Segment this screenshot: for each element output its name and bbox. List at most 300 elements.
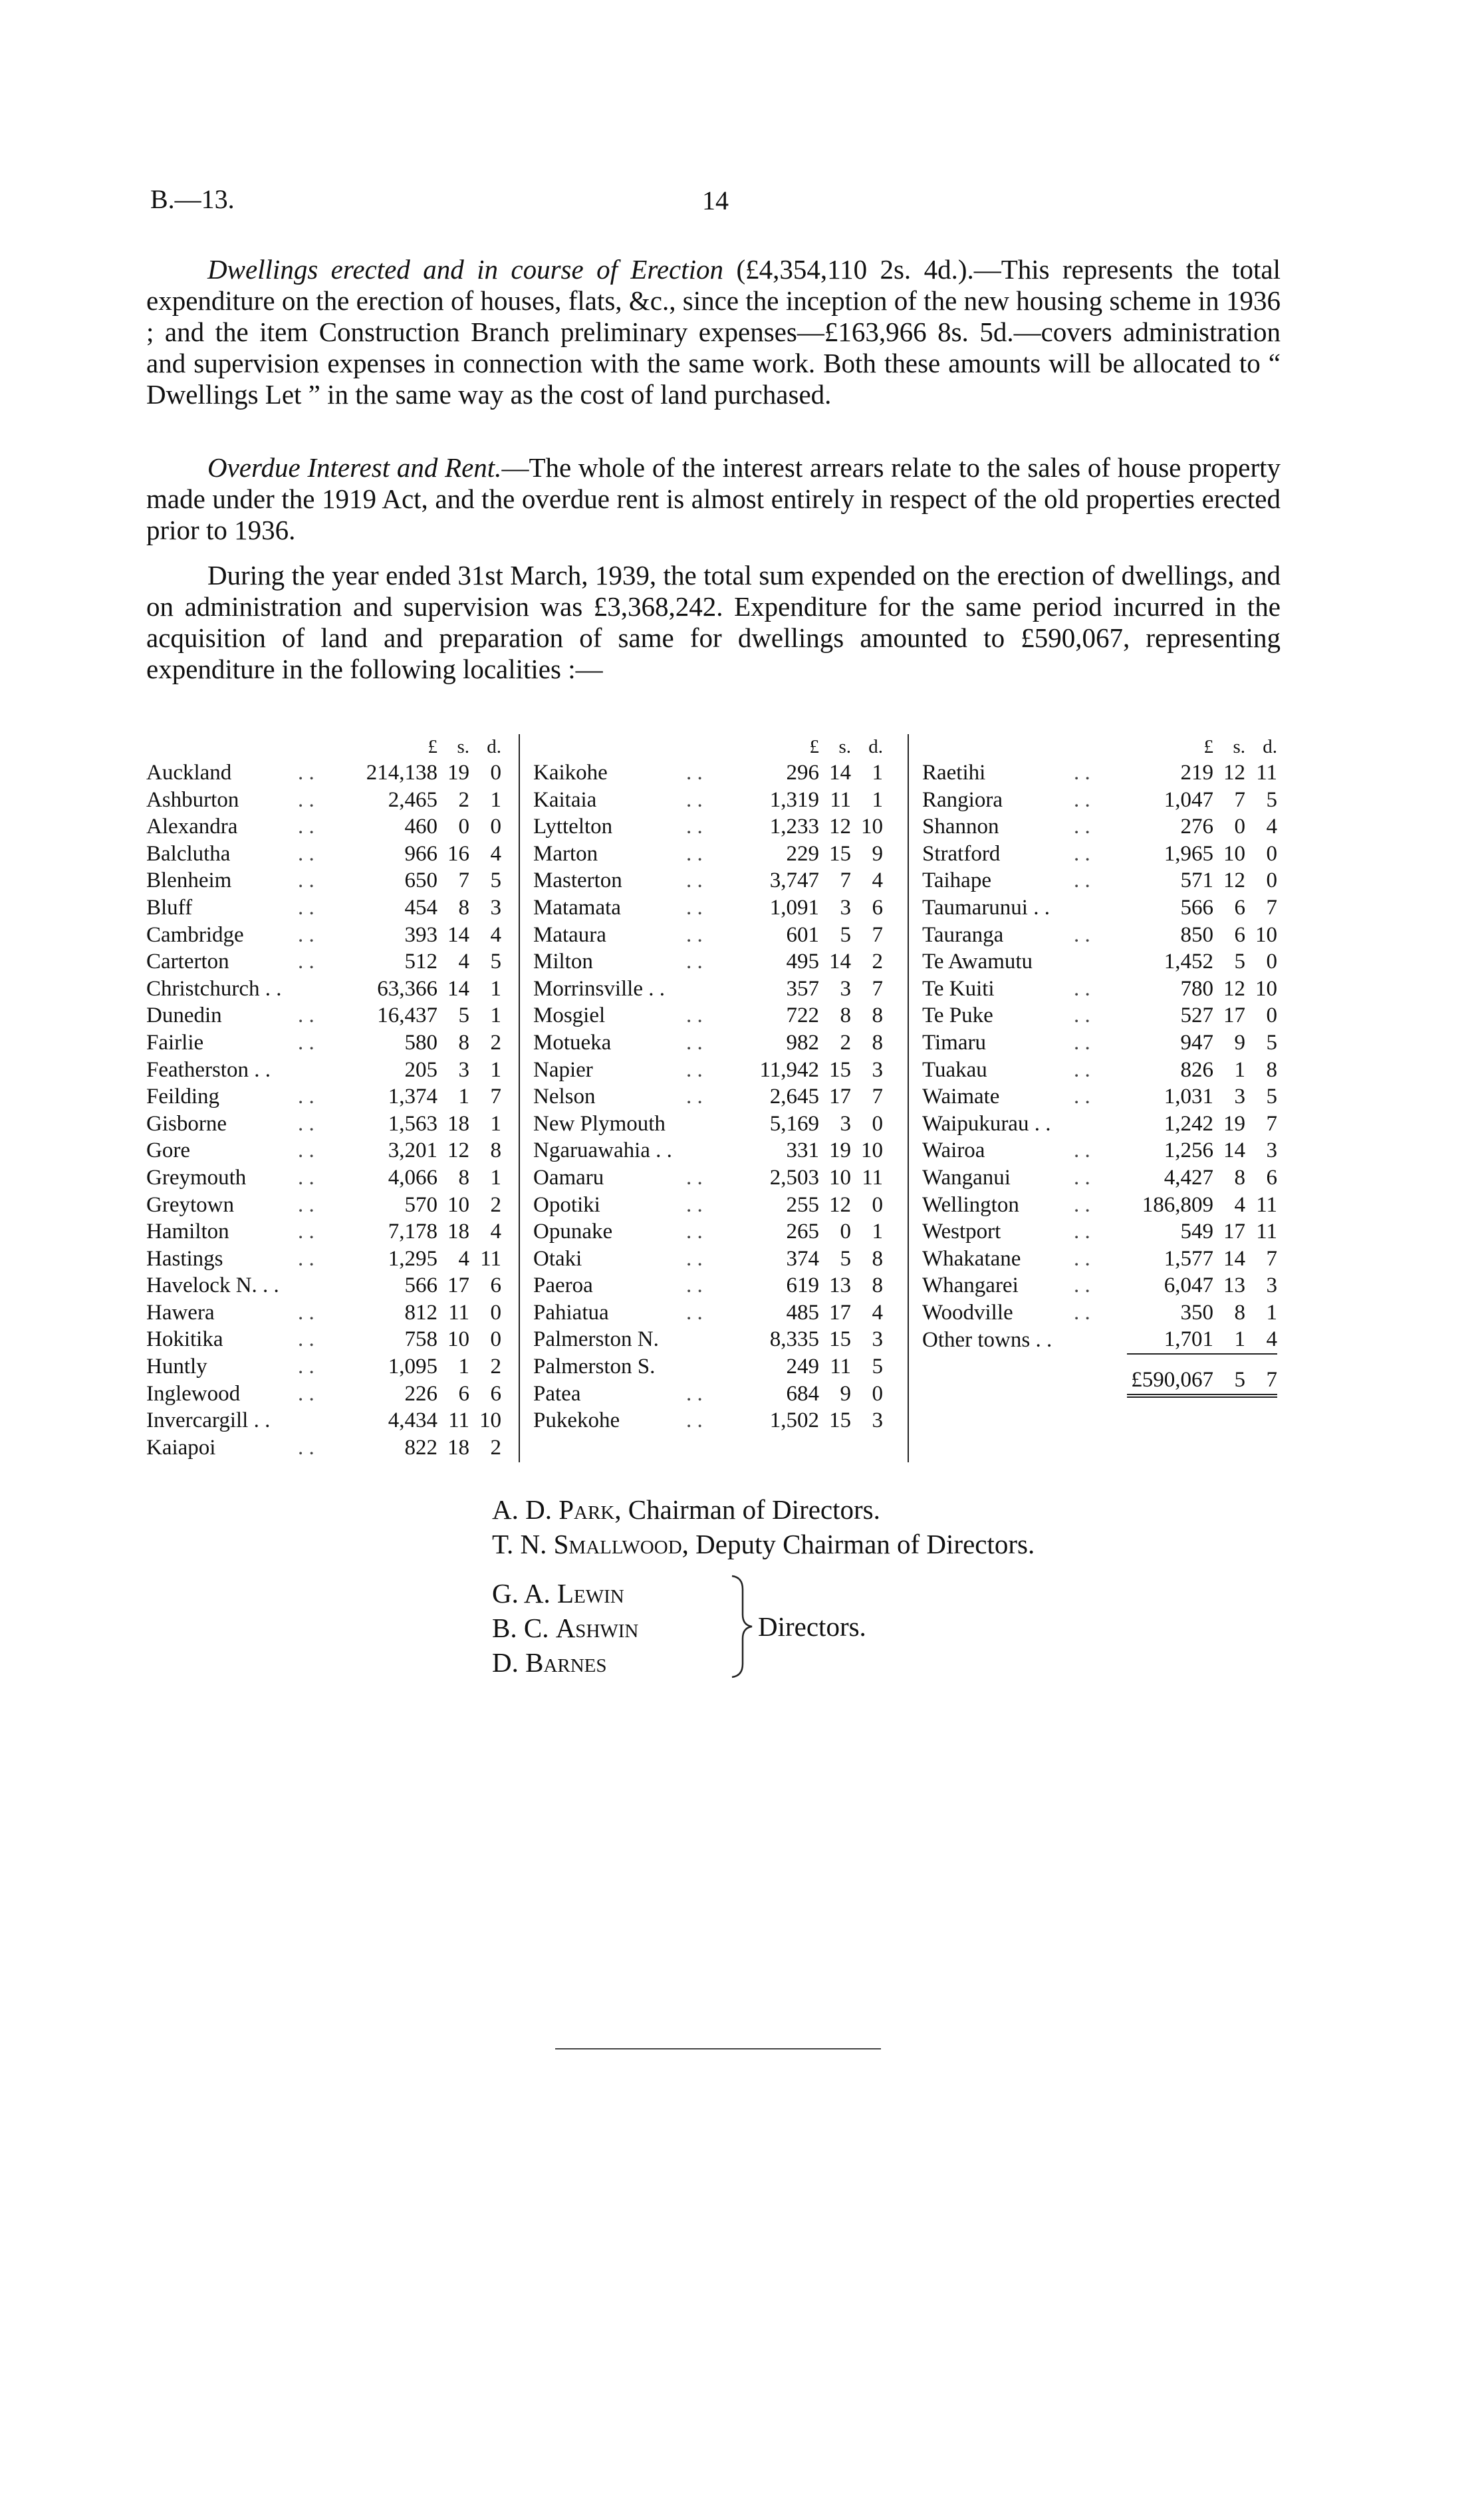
locality-name: Mosgiel bbox=[533, 1003, 606, 1028]
leader-dots bbox=[1074, 1111, 1127, 1138]
director-initials: B. C. bbox=[492, 1613, 549, 1643]
locality-name: Hastings bbox=[146, 1246, 223, 1271]
table-row bbox=[922, 948, 1277, 976]
amount-shillings: 13 bbox=[1223, 1273, 1245, 1298]
locality-name: Wanganui bbox=[922, 1165, 1011, 1190]
header-pence: d. bbox=[487, 736, 501, 757]
amount-pounds: 1,095 bbox=[388, 1355, 437, 1379]
amount-pence: 5 bbox=[490, 868, 501, 893]
leader-dots: . . bbox=[298, 1030, 314, 1055]
amount-shillings: 15 bbox=[829, 841, 851, 866]
amount-shillings: 5 bbox=[1234, 950, 1245, 974]
amount-pounds: 255 bbox=[786, 1192, 819, 1217]
leader-dots: . . bbox=[686, 922, 703, 947]
amount-pence: 6 bbox=[490, 1273, 501, 1298]
leader-dots: . . bbox=[686, 1246, 703, 1271]
amount-pence: 7 bbox=[490, 1085, 501, 1109]
locality-name: Ngaruawahia . . bbox=[533, 1138, 672, 1163]
paragraph-lead: Dwellings erected and in course of Erection bbox=[207, 254, 724, 285]
amount-pence: 1 bbox=[490, 1057, 501, 1082]
amount-pence: 11 bbox=[480, 1246, 501, 1271]
amount-pence: 11 bbox=[1256, 1220, 1277, 1244]
table-row bbox=[146, 1326, 501, 1353]
amount-pounds: 619 bbox=[786, 1273, 819, 1298]
table-row bbox=[922, 1218, 1277, 1246]
amount-pence: 1 bbox=[490, 1111, 501, 1136]
table-row bbox=[922, 1246, 1277, 1273]
leader-dots bbox=[686, 976, 733, 1003]
leader-dots: . . bbox=[1074, 1165, 1090, 1190]
amount-pounds: 2,465 bbox=[388, 787, 437, 812]
leader-dots: . . bbox=[686, 841, 703, 866]
amount-pence: 4 bbox=[490, 922, 501, 947]
leader-dots bbox=[686, 1326, 733, 1353]
chairman-signature bbox=[492, 1493, 880, 1526]
amount-shillings: 12 bbox=[829, 815, 851, 839]
amount-shillings: 8 bbox=[458, 1030, 469, 1055]
total-pounds: £590,067 bbox=[1127, 1354, 1213, 1396]
amount-pounds: 1,031 bbox=[1164, 1085, 1213, 1109]
locality-name: Hawera bbox=[146, 1300, 215, 1325]
table-row bbox=[146, 894, 501, 922]
amount-shillings: 8 bbox=[1234, 1165, 1245, 1190]
leader-dots: . . bbox=[686, 1057, 703, 1082]
amount-pence: 3 bbox=[872, 1057, 883, 1082]
amount-shillings: 14 bbox=[1223, 1138, 1245, 1163]
amount-pence: 10 bbox=[861, 815, 883, 839]
locality-name: Fairlie bbox=[146, 1030, 204, 1055]
locality-name: Pahiatua bbox=[533, 1300, 609, 1325]
amount-pence: 10 bbox=[1255, 922, 1277, 947]
amount-pence: 3 bbox=[872, 1327, 883, 1352]
locality-name: Palmerston N. bbox=[533, 1327, 659, 1352]
table-row bbox=[533, 1272, 883, 1299]
amount-pounds: 331 bbox=[786, 1138, 819, 1163]
amount-pence: 6 bbox=[1266, 1165, 1277, 1190]
amount-shillings: 6 bbox=[458, 1381, 469, 1406]
leader-dots: . . bbox=[298, 1300, 314, 1325]
paragraph-dwellings bbox=[146, 254, 1281, 410]
locality-name: Otaki bbox=[533, 1246, 582, 1271]
amount-shillings: 12 bbox=[829, 1192, 851, 1217]
amount-shillings: 19 bbox=[1223, 1111, 1245, 1136]
leader-dots bbox=[1074, 1326, 1127, 1354]
locality-name: Huntly bbox=[146, 1355, 207, 1379]
leader-dots: . . bbox=[686, 787, 703, 812]
amount-pence: 7 bbox=[1266, 895, 1277, 920]
amount-pence: 3 bbox=[1266, 1273, 1277, 1298]
table-row bbox=[533, 1083, 883, 1111]
amount-shillings: 10 bbox=[447, 1192, 469, 1217]
leader-dots: . . bbox=[1074, 1246, 1090, 1271]
amount-shillings: 1 bbox=[1234, 1327, 1245, 1352]
locality-name: Gore bbox=[146, 1138, 190, 1163]
amount-pounds: 229 bbox=[786, 841, 819, 866]
table-row bbox=[533, 1326, 883, 1353]
leader-dots: . . bbox=[1074, 841, 1090, 866]
amount-pence: 2 bbox=[872, 950, 883, 974]
table-row bbox=[922, 787, 1277, 814]
header-pound: £ bbox=[809, 736, 819, 757]
amount-pence: 10 bbox=[861, 1138, 883, 1163]
amount-pence: 5 bbox=[1266, 1030, 1277, 1055]
amount-pounds: 214,138 bbox=[366, 761, 437, 785]
leader-dots: . . bbox=[686, 1408, 703, 1433]
amount-shillings: 17 bbox=[447, 1273, 469, 1298]
amount-shillings: 7 bbox=[840, 868, 851, 893]
locality-name: Wellington bbox=[922, 1192, 1019, 1217]
leader-dots: . . bbox=[686, 1300, 703, 1325]
director-initials: G. A. bbox=[492, 1578, 551, 1609]
table-row bbox=[922, 1326, 1277, 1354]
table-row bbox=[146, 1083, 501, 1111]
table-row bbox=[146, 813, 501, 841]
leader-dots: . . bbox=[686, 950, 703, 974]
amount-pounds: 186,809 bbox=[1142, 1192, 1213, 1217]
amount-pence: 7 bbox=[872, 922, 883, 947]
amount-pence: 5 bbox=[490, 950, 501, 974]
table-row bbox=[533, 1111, 883, 1138]
chairman-name: Park bbox=[558, 1494, 615, 1525]
amount-pounds: 1,233 bbox=[769, 815, 819, 839]
locality-name: Opunake bbox=[533, 1220, 613, 1244]
amount-shillings: 11 bbox=[448, 1408, 469, 1433]
amount-pence: 4 bbox=[872, 1300, 883, 1325]
amount-shillings: 3 bbox=[840, 895, 851, 920]
amount-pounds: 8,335 bbox=[769, 1327, 819, 1352]
leader-dots bbox=[298, 976, 351, 1003]
amount-pounds: 1,256 bbox=[1164, 1138, 1213, 1163]
table-row bbox=[146, 1434, 501, 1462]
leader-dots: . . bbox=[1074, 1220, 1090, 1244]
deputy-title: , Deputy Chairman of Directors. bbox=[681, 1529, 1035, 1559]
table-row bbox=[146, 1272, 501, 1299]
paragraph-body: —The whole of the interest arrears relate to the sales of house property made under the 1919 Act, and the overdue rent is almost entirely in respect of the old properties erected prior to 1936. bbox=[146, 452, 1281, 545]
leader-dots: . . bbox=[686, 1030, 703, 1055]
amount-shillings: 14 bbox=[829, 950, 851, 974]
leader-dots: . . bbox=[1074, 976, 1090, 1001]
amount-pounds: 485 bbox=[786, 1300, 819, 1325]
amount-pounds: 1,091 bbox=[769, 895, 819, 920]
locality-name: Carterton bbox=[146, 950, 229, 974]
paragraph-expenditure bbox=[146, 560, 1281, 685]
amount-pence: 4 bbox=[1266, 1327, 1277, 1352]
amount-pounds: 812 bbox=[404, 1300, 437, 1325]
amount-pence: 10 bbox=[479, 1408, 501, 1433]
amount-shillings: 3 bbox=[840, 1111, 851, 1136]
amount-pence: 7 bbox=[1266, 1246, 1277, 1271]
amount-pence: 9 bbox=[872, 841, 883, 866]
amount-shillings: 0 bbox=[458, 815, 469, 839]
locality-name: Pukekohe bbox=[533, 1408, 620, 1433]
table-row bbox=[146, 841, 501, 868]
amount-pounds: 374 bbox=[786, 1246, 819, 1271]
amount-shillings: 18 bbox=[447, 1435, 469, 1460]
table-row bbox=[922, 1057, 1277, 1084]
amount-pence: 5 bbox=[872, 1355, 883, 1379]
amount-pounds: 822 bbox=[404, 1435, 437, 1460]
amount-pounds: 265 bbox=[786, 1220, 819, 1244]
amount-shillings: 17 bbox=[829, 1085, 851, 1109]
director-name: Ashwin bbox=[555, 1613, 639, 1643]
amount-shillings: 8 bbox=[1234, 1300, 1245, 1325]
amount-shillings: 11 bbox=[830, 1355, 851, 1379]
leader-dots bbox=[298, 1272, 351, 1299]
amount-pence: 0 bbox=[490, 1327, 501, 1352]
locality-name: Auckland bbox=[146, 761, 232, 785]
amount-pounds: 966 bbox=[404, 841, 437, 866]
amount-pounds: 527 bbox=[1180, 1003, 1213, 1028]
table-row bbox=[533, 1407, 883, 1434]
amount-pence: 0 bbox=[490, 815, 501, 839]
amount-pence: 0 bbox=[490, 761, 501, 785]
amount-pence: 8 bbox=[1266, 1057, 1277, 1082]
amount-shillings: 12 bbox=[1223, 761, 1245, 785]
leader-dots: . . bbox=[298, 1138, 314, 1163]
amount-pence: 4 bbox=[1266, 815, 1277, 839]
locality-name: Oamaru bbox=[533, 1165, 604, 1190]
amount-pounds: 758 bbox=[404, 1327, 437, 1352]
amount-pence: 0 bbox=[1266, 841, 1277, 866]
table-row bbox=[146, 1407, 501, 1434]
locality-name: Patea bbox=[533, 1381, 581, 1406]
table-row bbox=[922, 1029, 1277, 1057]
table-row bbox=[922, 1111, 1277, 1138]
amount-pounds: 249 bbox=[786, 1355, 819, 1379]
table-row bbox=[533, 813, 883, 841]
header-shillings: s. bbox=[1233, 736, 1245, 757]
locality-name: Tuakau bbox=[922, 1057, 987, 1082]
amount-pounds: 11,942 bbox=[759, 1057, 819, 1082]
amount-shillings: 8 bbox=[458, 895, 469, 920]
amount-pence: 2 bbox=[490, 1355, 501, 1379]
table-row bbox=[146, 1164, 501, 1192]
amount-pounds: 495 bbox=[786, 950, 819, 974]
header-pence: d. bbox=[868, 736, 883, 757]
table-row bbox=[533, 1299, 883, 1327]
amount-shillings: 14 bbox=[447, 922, 469, 947]
amount-shillings: 8 bbox=[458, 1165, 469, 1190]
header-pound: £ bbox=[428, 736, 437, 757]
locality-name: Alexandra bbox=[146, 815, 238, 839]
leader-dots: . . bbox=[298, 1435, 314, 1460]
amount-pounds: 2,503 bbox=[769, 1165, 819, 1190]
locality-name: Greymouth bbox=[146, 1165, 247, 1190]
amount-pence: 1 bbox=[872, 761, 883, 785]
table-row bbox=[922, 922, 1277, 949]
table-row bbox=[146, 1381, 501, 1408]
locality-name: Motueka bbox=[533, 1030, 612, 1055]
amount-shillings: 14 bbox=[829, 761, 851, 785]
chairman-initials: A. D. bbox=[492, 1494, 552, 1525]
leader-dots: . . bbox=[298, 1355, 314, 1379]
table-row bbox=[146, 976, 501, 1003]
amount-pounds: 4,066 bbox=[388, 1165, 437, 1190]
locality-name: Paeroa bbox=[533, 1273, 593, 1298]
table-row bbox=[533, 1246, 883, 1273]
amount-shillings: 8 bbox=[840, 1003, 851, 1028]
amount-shillings: 3 bbox=[840, 976, 851, 1001]
table-row bbox=[146, 922, 501, 949]
amount-pounds: 4,427 bbox=[1164, 1165, 1213, 1190]
table-row bbox=[146, 1137, 501, 1164]
paragraph-body: During the year ended 31st March, 1939, the total sum expended on the erection of dwellings, and on administration and supervision was £3,368,242. Expenditure for the same period incurred in the acquisition of land and preparation of same for dwellings amounted to £590,067, representing expenditure in the following localities :— bbox=[146, 560, 1281, 684]
leader-dots: . . bbox=[1074, 787, 1090, 812]
locality-name: Blenheim bbox=[146, 868, 232, 893]
localities-table-col1 bbox=[146, 734, 501, 1461]
table-row bbox=[922, 841, 1277, 868]
amount-shillings: 1 bbox=[458, 1085, 469, 1109]
leader-dots: . . bbox=[1074, 868, 1090, 893]
leader-dots bbox=[686, 1111, 733, 1138]
locality-name: Hokitika bbox=[146, 1327, 223, 1352]
amount-pence: 11 bbox=[1256, 761, 1277, 785]
leader-dots bbox=[1074, 894, 1127, 922]
amount-shillings: 10 bbox=[829, 1165, 851, 1190]
leader-dots: . . bbox=[686, 1165, 703, 1190]
table-row bbox=[533, 1353, 883, 1381]
leader-dots: . . bbox=[1074, 761, 1090, 785]
table-row bbox=[533, 1381, 883, 1408]
amount-shillings: 16 bbox=[447, 841, 469, 866]
leader-dots: . . bbox=[1074, 1057, 1090, 1082]
brace-icon bbox=[728, 1573, 755, 1680]
leader-dots: . . bbox=[686, 868, 703, 893]
leader-dots: . . bbox=[686, 895, 703, 920]
amount-pounds: 3,747 bbox=[769, 868, 819, 893]
amount-pounds: 1,242 bbox=[1164, 1111, 1213, 1136]
locality-name: Christchurch . . bbox=[146, 976, 282, 1001]
amount-shillings: 11 bbox=[830, 787, 851, 812]
director-entry bbox=[492, 1576, 638, 1611]
amount-shillings: 6 bbox=[1234, 895, 1245, 920]
locality-name: Woodville bbox=[922, 1300, 1013, 1325]
paragraph-body: (£4,354,110 2s. 4d.).—This represents the total expenditure on the erection of houses, flats, &c., since the inception of the new housing scheme in 1936 ; and the item Construction Branch preliminary expenses—£163,966 8s. 5d.—covers administration and supervision expenses in connection with the same work. Both these amounts will be allocated to “ Dwellings Let ” in the same way as the cost of land purchased. bbox=[146, 254, 1281, 410]
leader-dots: . . bbox=[686, 1273, 703, 1298]
locality-name: Waipukurau . . bbox=[922, 1111, 1051, 1136]
locality-name: New Plymouth bbox=[533, 1111, 666, 1136]
amount-pence: 1 bbox=[490, 976, 501, 1001]
amount-shillings: 10 bbox=[447, 1327, 469, 1352]
amount-pence: 0 bbox=[872, 1192, 883, 1217]
leader-dots: . . bbox=[1074, 1273, 1090, 1298]
locality-name: Westport bbox=[922, 1220, 1001, 1244]
leader-dots bbox=[686, 1137, 733, 1164]
locality-name: Napier bbox=[533, 1057, 593, 1082]
header-pence: d. bbox=[1263, 736, 1277, 757]
amount-pence: 0 bbox=[872, 1111, 883, 1136]
locality-name: Tauranga bbox=[922, 922, 1004, 947]
leader-dots: . . bbox=[686, 761, 703, 785]
header-pound: £ bbox=[1203, 736, 1213, 757]
table-row bbox=[922, 759, 1277, 787]
table-row bbox=[146, 1353, 501, 1381]
amount-pence: 1 bbox=[490, 787, 501, 812]
amount-pounds: 1,577 bbox=[1164, 1246, 1213, 1271]
amount-pounds: 549 bbox=[1180, 1220, 1213, 1244]
amount-pence: 3 bbox=[490, 895, 501, 920]
deputy-name: Smallwood bbox=[553, 1529, 682, 1559]
amount-shillings: 1 bbox=[458, 1355, 469, 1379]
amount-pounds: 722 bbox=[786, 1003, 819, 1028]
table-row bbox=[146, 1299, 501, 1327]
total-row bbox=[922, 1354, 1277, 1396]
leader-dots: . . bbox=[298, 950, 314, 974]
locality-name: Whakatane bbox=[922, 1246, 1021, 1271]
amount-pence: 0 bbox=[872, 1381, 883, 1406]
table-row bbox=[146, 1218, 501, 1246]
locality-name: Bluff bbox=[146, 895, 193, 920]
locality-name: Feilding bbox=[146, 1085, 220, 1109]
amount-pence: 3 bbox=[1266, 1138, 1277, 1163]
table-row bbox=[146, 1246, 501, 1273]
amount-pence: 5 bbox=[1266, 787, 1277, 812]
amount-pence: 2 bbox=[490, 1192, 501, 1217]
amount-pounds: 454 bbox=[404, 895, 437, 920]
amount-pounds: 3,201 bbox=[388, 1138, 437, 1163]
amount-shillings: 17 bbox=[1223, 1003, 1245, 1028]
locality-name: Waimate bbox=[922, 1085, 1000, 1109]
locality-name: Raetihi bbox=[922, 761, 986, 785]
amount-pence: 7 bbox=[872, 976, 883, 1001]
locality-name: Havelock N. . . bbox=[146, 1273, 279, 1298]
locality-name: Other towns . . bbox=[922, 1327, 1052, 1352]
amount-shillings: 19 bbox=[829, 1138, 851, 1163]
director-entry bbox=[492, 1645, 638, 1680]
leader-dots: . . bbox=[298, 761, 314, 785]
locality-name: Whangarei bbox=[922, 1273, 1019, 1298]
table-row bbox=[146, 948, 501, 976]
director-name: Lewin bbox=[556, 1578, 624, 1609]
amount-shillings: 1 bbox=[1234, 1057, 1245, 1082]
amount-shillings: 5 bbox=[840, 1246, 851, 1271]
table-row bbox=[533, 867, 883, 894]
table-row bbox=[922, 1272, 1277, 1299]
amount-shillings: 18 bbox=[447, 1111, 469, 1136]
leader-dots: . . bbox=[298, 1381, 314, 1406]
amount-pounds: 571 bbox=[1180, 868, 1213, 893]
locality-name: Inglewood bbox=[146, 1381, 241, 1406]
amount-pence: 7 bbox=[1266, 1111, 1277, 1136]
leader-dots: . . bbox=[298, 1003, 314, 1028]
amount-pounds: 1,452 bbox=[1164, 950, 1213, 974]
amount-pence: 3 bbox=[872, 1408, 883, 1433]
leader-dots: . . bbox=[298, 922, 314, 947]
leader-dots: . . bbox=[298, 1085, 314, 1109]
amount-pounds: 219 bbox=[1180, 761, 1213, 785]
locality-name: Wairoa bbox=[922, 1138, 985, 1163]
amount-pence: 5 bbox=[1266, 1085, 1277, 1109]
amount-pounds: 566 bbox=[404, 1273, 437, 1298]
locality-name: Dunedin bbox=[146, 1003, 222, 1028]
amount-shillings: 3 bbox=[458, 1057, 469, 1082]
chairman-title: , Chairman of Directors. bbox=[614, 1494, 880, 1525]
leader-dots: . . bbox=[686, 1085, 703, 1109]
table-row bbox=[146, 867, 501, 894]
amount-pence: 7 bbox=[872, 1085, 883, 1109]
amount-pounds: 1,374 bbox=[388, 1085, 437, 1109]
amount-shillings: 17 bbox=[829, 1300, 851, 1325]
leader-dots: . . bbox=[1074, 922, 1090, 947]
amount-pounds: 357 bbox=[786, 976, 819, 1001]
amount-shillings: 0 bbox=[1234, 815, 1245, 839]
locality-name: Timaru bbox=[922, 1030, 986, 1055]
amount-shillings: 2 bbox=[458, 787, 469, 812]
locality-name: Shannon bbox=[922, 815, 999, 839]
amount-pounds: 850 bbox=[1180, 922, 1213, 947]
leader-dots: . . bbox=[298, 1220, 314, 1244]
amount-pounds: 393 bbox=[404, 922, 437, 947]
